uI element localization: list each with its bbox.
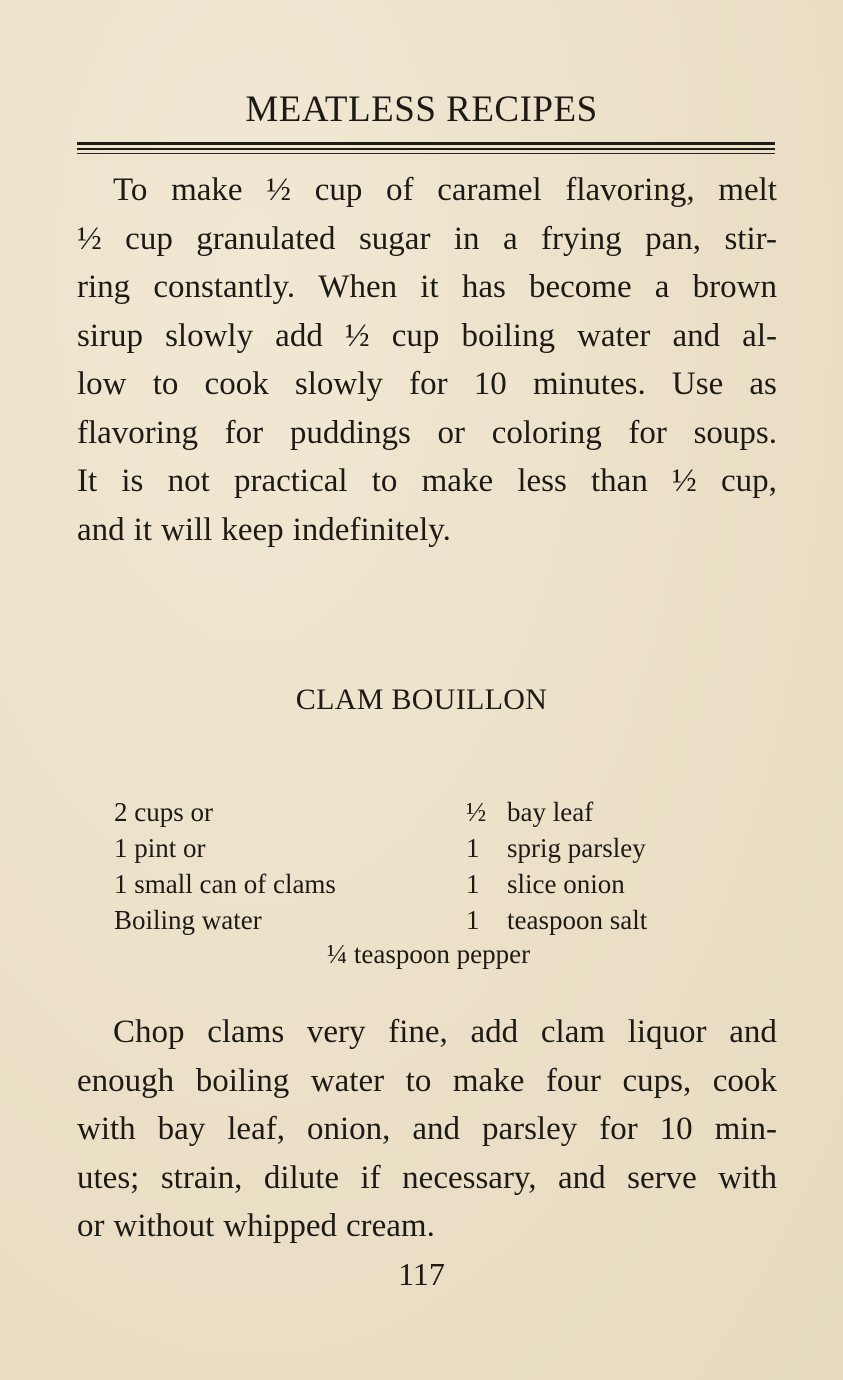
text-line [77, 1154, 777, 1203]
word: parsley [481, 1111, 578, 1147]
word: water [577, 317, 651, 354]
word: dilute [263, 1159, 340, 1196]
word: to [371, 463, 398, 499]
word: ½ [672, 463, 697, 499]
text-line [77, 360, 777, 409]
word: clam [540, 1014, 606, 1050]
word: and [77, 511, 125, 548]
word: coloring [491, 414, 602, 451]
word: 10 [473, 366, 507, 402]
word: for [599, 1111, 638, 1147]
word: enough [77, 1062, 175, 1099]
word: boiling [461, 317, 555, 354]
running-head: MEATLESS RECIPES [245, 89, 598, 130]
word: water [310, 1062, 385, 1099]
word: cup, [721, 463, 777, 499]
ingredient-item [466, 830, 696, 866]
word: frying [541, 220, 622, 257]
word: a [502, 220, 518, 257]
word: strain, [160, 1159, 243, 1196]
page-number: 117 [398, 1256, 445, 1292]
word: in [453, 220, 480, 257]
word: To [113, 172, 148, 208]
word: of [386, 172, 414, 208]
word: fine, [388, 1014, 448, 1050]
ingredient-item: 2 cups or [114, 797, 213, 827]
word: to [152, 366, 179, 402]
word: cream. [346, 1208, 435, 1244]
word: ½ [266, 172, 291, 208]
header-rule [77, 142, 775, 145]
word: sirup [77, 317, 143, 354]
ingredient-item [466, 866, 696, 902]
word: onion, [306, 1111, 391, 1147]
word: practical [233, 463, 348, 499]
word: cup [391, 317, 440, 354]
word: flavoring [77, 414, 198, 451]
word: will [161, 511, 213, 548]
text-line [77, 506, 777, 555]
word: When [318, 269, 398, 305]
word: al- [742, 317, 777, 354]
word: it [133, 511, 152, 548]
word: bay [157, 1111, 206, 1147]
word: liquor [627, 1014, 707, 1050]
word: puddings [289, 414, 411, 451]
ingredient-item [466, 902, 696, 938]
word: constantly. [153, 269, 296, 305]
word: as [749, 366, 777, 402]
word: ½ [344, 317, 370, 354]
word: four [545, 1062, 601, 1099]
text-line [77, 215, 777, 264]
ingredients-left-column [114, 794, 434, 938]
word: with [718, 1159, 777, 1196]
word: for [224, 414, 264, 451]
word: add [470, 1014, 519, 1050]
word: and [558, 1159, 606, 1196]
word: ring [77, 269, 131, 305]
word: with [77, 1111, 136, 1147]
word: or [437, 414, 466, 451]
ingredient-quantity: 1 [466, 869, 480, 899]
header-rule [77, 148, 775, 150]
word: and [729, 1014, 777, 1050]
word: or [77, 1208, 105, 1244]
word: boiling [195, 1062, 290, 1099]
word: whipped [223, 1208, 337, 1244]
word: for [409, 366, 448, 402]
word: flavoring, [565, 172, 695, 208]
word: necessary, [402, 1159, 537, 1196]
word: if [360, 1159, 381, 1196]
word: Chop [113, 1014, 185, 1050]
word: minutes. [532, 366, 646, 402]
word: pan, [645, 220, 702, 257]
word: keep [221, 511, 284, 548]
intro-paragraph [77, 166, 777, 554]
word: melt [718, 172, 777, 208]
word: cups, [622, 1062, 692, 1099]
word: cup [125, 220, 173, 257]
text-line [77, 166, 777, 215]
word: cook [204, 366, 269, 402]
word: than [591, 463, 648, 499]
ingredient-item: 1 small can of clams [114, 869, 336, 899]
method-paragraph [77, 1008, 777, 1251]
ingredient-name: slice onion [507, 869, 625, 899]
word: indefinitely. [292, 511, 451, 548]
word: a [654, 269, 670, 305]
word: serve [627, 1159, 697, 1196]
word: it [420, 269, 439, 305]
header-rule [77, 153, 775, 154]
word: caramel [437, 172, 542, 208]
word: cook [712, 1062, 777, 1099]
word: It [77, 463, 98, 499]
word: leaf, [227, 1111, 285, 1147]
word: has [461, 269, 506, 305]
text-line [77, 409, 777, 458]
word: become [529, 269, 632, 305]
word: low [77, 366, 127, 402]
word: clams [207, 1014, 285, 1050]
word: utes; [77, 1159, 140, 1196]
ingredients-right-column [466, 794, 696, 938]
word: ½ [77, 220, 102, 257]
word: make [421, 463, 494, 499]
text-line [77, 457, 777, 506]
word: and [672, 317, 721, 354]
word: less [517, 463, 567, 499]
word: soups. [693, 414, 777, 451]
word: to [405, 1062, 432, 1099]
ingredient-item [466, 794, 696, 830]
word: brown [692, 269, 777, 305]
ingredient-name: bay leaf [507, 797, 594, 827]
word: make [171, 172, 243, 208]
word: make [452, 1062, 525, 1099]
recipe-title: CLAM BOUILLON [295, 683, 548, 716]
text-line [77, 1202, 777, 1251]
text-line [77, 312, 777, 361]
word: cup [314, 172, 363, 208]
word: add [275, 317, 323, 354]
word: 10 [659, 1111, 693, 1147]
ingredient-item: Boiling water [114, 905, 262, 935]
ingredient-quantity: ½ [466, 797, 487, 827]
ingredient-pepper: ¼ teaspoon pepper [326, 939, 531, 969]
word: slowly [294, 366, 383, 402]
text-line [77, 1105, 777, 1154]
ingredient-name: sprig parsley [507, 833, 646, 863]
word: slowly [165, 317, 254, 354]
text-line [77, 263, 777, 312]
text-line [77, 1057, 777, 1106]
ingredient-item: 1 pint or [114, 833, 206, 863]
word: is [121, 463, 144, 499]
ingredient-name: teaspoon salt [507, 905, 648, 935]
ingredient-quantity: 1 [466, 905, 480, 935]
ingredient-quantity: 1 [466, 833, 480, 863]
word: sugar [358, 220, 431, 257]
word: Use [671, 366, 724, 402]
text-line [77, 1008, 777, 1057]
word: for [628, 414, 667, 451]
word: granulated [196, 220, 336, 257]
word: very [306, 1014, 366, 1050]
word: not [167, 463, 210, 499]
word: min- [714, 1111, 777, 1147]
word: and [412, 1111, 460, 1147]
word: without [113, 1208, 215, 1244]
word: stir- [724, 220, 777, 257]
